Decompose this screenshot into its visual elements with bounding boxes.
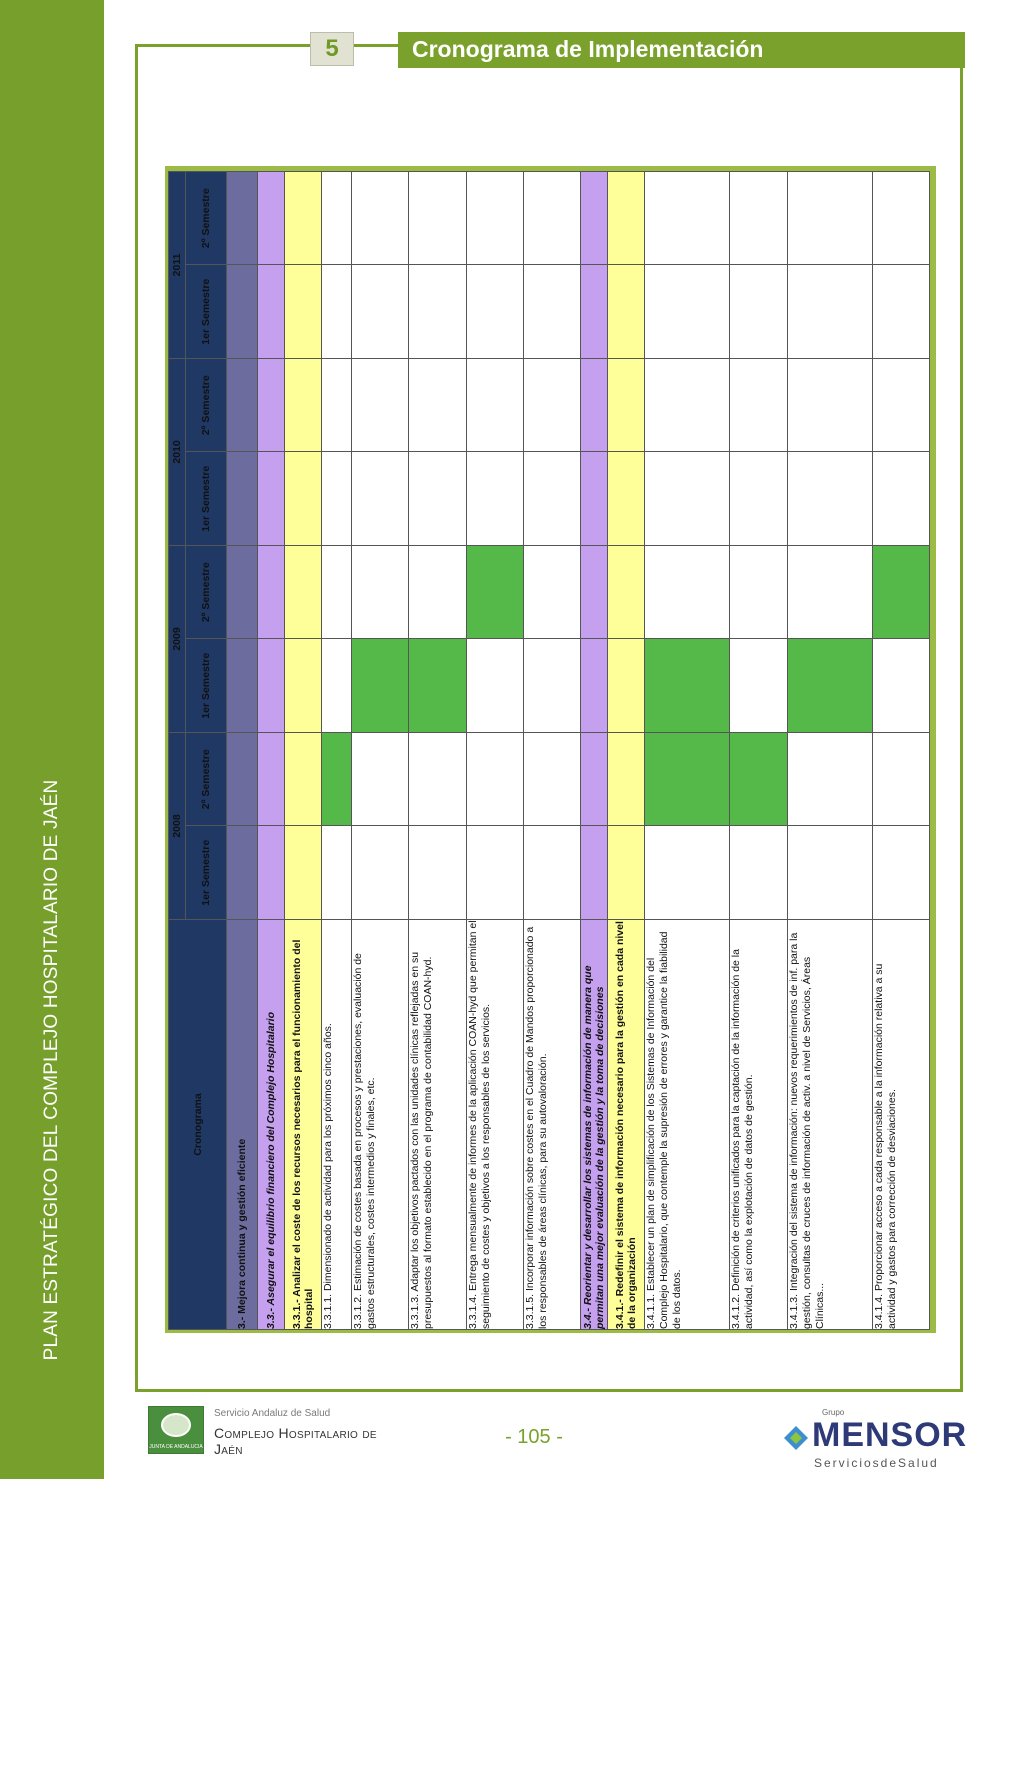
- schedule-cell: [322, 639, 352, 733]
- section-row: [227, 171, 258, 1329]
- schedule-cell: [322, 826, 352, 920]
- heading-fill-cell: [258, 452, 285, 546]
- junta-andalucia-emblem-icon: JUNTA DE ANDALUCIA: [148, 1406, 204, 1454]
- heading-fill-cell: [608, 826, 645, 920]
- section-row: [285, 171, 322, 1329]
- schedule-cell-active: [322, 732, 352, 826]
- sas-logo: [148, 1406, 388, 1458]
- schedule-cell: [730, 826, 787, 920]
- heading-fill-cell: [258, 826, 285, 920]
- heading-fill-cell: [285, 171, 322, 265]
- heading-fill-cell: [227, 826, 258, 920]
- heading-fill-cell: [227, 545, 258, 639]
- heading-fill-cell: [285, 358, 322, 452]
- table-row: [730, 171, 787, 1329]
- schedule-cell: [645, 265, 730, 359]
- schedule-cell: [645, 545, 730, 639]
- schedule-cell-active: [351, 639, 408, 733]
- heading-fill-cell: [581, 171, 608, 265]
- schedule-body: [227, 171, 930, 1329]
- heading-fill-cell: [581, 545, 608, 639]
- schedule-cell-active: [730, 732, 787, 826]
- schedule-cell: [466, 826, 523, 920]
- schedule-cell: [645, 171, 730, 265]
- header-semester: 1er Semestre: [186, 452, 227, 546]
- table-row: [351, 171, 408, 1329]
- goal-heading: 3.4.1.- Redefinir el sistema de información necesario para la gestión en cada nivel de la organización: [608, 920, 645, 1330]
- header-semester: 1er Semestre: [186, 265, 227, 359]
- header-year: 2008: [169, 732, 186, 919]
- heading-fill-cell: [581, 732, 608, 826]
- schedule-cell: [322, 545, 352, 639]
- activity-label: 3.3.1.3. Adaptar los objetivos pactados con las unidades clínicas reflejadas en su presupuestos al formato establecido en el programa de contabilidad COAN-hyd.: [409, 920, 466, 1330]
- schedule-cell: [466, 452, 523, 546]
- mensor-grupo: Grupo: [822, 1408, 845, 1417]
- header-semester: 2º Semestre: [186, 732, 227, 826]
- schedule-cell: [351, 826, 408, 920]
- schedule-cell: [351, 171, 408, 265]
- mensor-name: MENSOR: [812, 1416, 968, 1454]
- schedule-cell: [351, 452, 408, 546]
- schedule-cell: [872, 732, 929, 826]
- heading-fill-cell: [581, 452, 608, 546]
- heading-fill-cell: [608, 265, 645, 359]
- schedule-cell: [409, 732, 466, 826]
- objective-heading: 3.3.- Asegurar el equilibrio financiero del Complejo Hospitalario: [258, 920, 285, 1330]
- schedule-cell: [787, 265, 872, 359]
- table-row: [322, 171, 352, 1329]
- header-semester: 2º Semestre: [186, 171, 227, 265]
- mensor-mark-icon: [780, 1422, 812, 1454]
- schedule-cell: [787, 732, 872, 826]
- schedule-cell: [872, 826, 929, 920]
- heading-fill-cell: [608, 545, 645, 639]
- schedule-cell-active: [466, 545, 523, 639]
- header-year: 2011: [169, 171, 186, 358]
- schedule-cell: [730, 171, 787, 265]
- schedule-cell: [730, 639, 787, 733]
- schedule-cell: [872, 358, 929, 452]
- schedule-cell: [351, 265, 408, 359]
- schedule-cell: [409, 265, 466, 359]
- schedule-cell: [523, 545, 580, 639]
- header-cronograma: Cronograma: [169, 920, 227, 1330]
- section-title: Cronograma de Implementación: [398, 32, 965, 68]
- mensor-logo: [780, 1408, 968, 1470]
- schedule-cell: [322, 265, 352, 359]
- schedule-cell: [523, 826, 580, 920]
- header-semester: 2º Semestre: [186, 358, 227, 452]
- activity-label: 3.4.1.2. Definición de criterios unificados para la captación de la información de la actividad, así como la explotación de datos de gestión.: [730, 920, 787, 1330]
- heading-fill-cell: [258, 639, 285, 733]
- schedule-cell: [409, 171, 466, 265]
- activity-label: 3.4.1.4. Proporcionar acceso a cada responsable a la información relativa a su actividad y gastos para corrección de desviaciones.: [872, 920, 929, 1330]
- heading-fill-cell: [258, 265, 285, 359]
- heading-fill-cell: [227, 265, 258, 359]
- schedule-cell: [523, 358, 580, 452]
- activity-label: 3.3.1.2. Estimación de costes basada en procesos y prestaciones, evaluación de gastos estructurales, costes intermedios y finales, etc.: [351, 920, 408, 1330]
- activity-label: 3.4.1.3. Integración del sistema de información: nuevos requerimientos de inf. para la gestión, consultas de cruces de información de activ. a nivel de Servicios, Áreas Clínicas...: [787, 920, 872, 1330]
- heading-fill-cell: [227, 171, 258, 265]
- heading-fill-cell: [608, 452, 645, 546]
- schedule-cell-active: [645, 732, 730, 826]
- objective-heading: 3.4.- Reorientar y desarrollar los sistemas de información de manera que permitan una mejor evaluación de la gestión y la toma de decisiones: [581, 920, 608, 1330]
- schedule-cell: [409, 452, 466, 546]
- heading-fill-cell: [608, 358, 645, 452]
- schedule-cell: [787, 452, 872, 546]
- schedule-cell: [466, 171, 523, 265]
- schedule-cell: [730, 452, 787, 546]
- document-title: PLAN ESTRATÉGICO DEL COMPLEJO HOSPITALARIO DE JAÉN: [41, 779, 62, 1361]
- goal-heading: 3.3.1.- Analizar el coste de los recursos necesarios para el funcionamiento del hospital: [285, 920, 322, 1330]
- schedule-cell: [523, 265, 580, 359]
- heading-fill-cell: [285, 826, 322, 920]
- page-number: - 105 -: [505, 1426, 563, 1448]
- mensor-subtitle: ServiciosdeSalud: [814, 1456, 939, 1470]
- heading-fill-cell: [581, 358, 608, 452]
- heading-fill-cell: [285, 265, 322, 359]
- header-year: 2009: [169, 545, 186, 732]
- heading-fill-cell: [581, 265, 608, 359]
- schedule-cell: [351, 732, 408, 826]
- heading-fill-cell: [258, 358, 285, 452]
- table-row: [645, 171, 730, 1329]
- section-row: [258, 171, 285, 1329]
- schedule-cell: [466, 358, 523, 452]
- schedule-cell: [872, 452, 929, 546]
- table-row: [466, 171, 523, 1329]
- heading-fill-cell: [285, 639, 322, 733]
- section-number: 5: [310, 32, 354, 66]
- schedule-cell-active: [409, 639, 466, 733]
- schedule-cell: [645, 358, 730, 452]
- activity-label: 3.4.1.1. Establecer un plan de simplificación de los Sistemas de Información del Complejo Hospitalario, que contemple la supresión de errores y garantice la fiabilidad de los datos.: [645, 920, 730, 1330]
- schedule-cell: [409, 826, 466, 920]
- schedule-cell: [872, 265, 929, 359]
- activity-label: 3.3.1.5. Incorporar información sobre costes en el Cuadro de Mandos proporcionado a los responsables de áreas clínicas, para su autovaloración.: [523, 920, 580, 1330]
- schedule-table: [168, 171, 930, 1330]
- schedule-cell: [466, 732, 523, 826]
- heading-fill-cell: [581, 826, 608, 920]
- schedule-cell: [730, 545, 787, 639]
- schedule-cell: [466, 265, 523, 359]
- line-heading: 3.- Mejora continua y gestión eficiente: [227, 920, 258, 1330]
- header-semester: 1er Semestre: [186, 826, 227, 920]
- header-semester: 2º Semestre: [186, 545, 227, 639]
- schedule-cell: [787, 171, 872, 265]
- schedule-cell: [322, 358, 352, 452]
- schedule-cell: [645, 452, 730, 546]
- heading-fill-cell: [258, 732, 285, 826]
- heading-fill-cell: [227, 452, 258, 546]
- header-year: 2010: [169, 358, 186, 545]
- heading-fill-cell: [285, 545, 322, 639]
- heading-fill-cell: [608, 732, 645, 826]
- schedule-cell-active: [787, 639, 872, 733]
- schedule-cell: [872, 639, 929, 733]
- section-row: [608, 171, 645, 1329]
- heading-fill-cell: [608, 639, 645, 733]
- section-row: [581, 171, 608, 1329]
- heading-fill-cell: [285, 452, 322, 546]
- heading-fill-cell: [227, 358, 258, 452]
- heading-fill-cell: [258, 545, 285, 639]
- schedule-cell: [872, 171, 929, 265]
- schedule-cell: [645, 826, 730, 920]
- heading-fill-cell: [285, 732, 322, 826]
- hospital-name: Complejo Hospitalario de Jaén: [214, 1425, 377, 1457]
- schedule-cell: [322, 452, 352, 546]
- schedule-cell: [523, 639, 580, 733]
- heading-fill-cell: [581, 639, 608, 733]
- schedule-cell: [730, 265, 787, 359]
- schedule-cell: [787, 545, 872, 639]
- schedule-cell: [351, 545, 408, 639]
- schedule-cell-active: [645, 639, 730, 733]
- activity-label: 3.3.1.4. Entrega mensualmente de informes de la aplicación COAN-hyd que permitan el seguimiento de costes y objetivos a los responsables de los servicios.: [466, 920, 523, 1330]
- schedule-cell: [787, 826, 872, 920]
- schedule-cell-active: [872, 545, 929, 639]
- activity-label: 3.3.1.1. Dimensionado de actividad para los próximos cinco años.: [322, 920, 352, 1330]
- schedule-cell: [322, 171, 352, 265]
- schedule-cell: [730, 358, 787, 452]
- sas-name: Servicio Andaluz de Salud: [214, 1408, 331, 1419]
- sidebar: [0, 0, 104, 1479]
- table-row: [787, 171, 872, 1329]
- schedule-cell: [787, 358, 872, 452]
- schedule-cell: [409, 545, 466, 639]
- schedule-cell: [351, 358, 408, 452]
- schedule-cell: [523, 452, 580, 546]
- schedule-cell: [466, 639, 523, 733]
- header-semester: 1er Semestre: [186, 639, 227, 733]
- heading-fill-cell: [258, 171, 285, 265]
- table-row: [523, 171, 580, 1329]
- schedule-cell: [409, 358, 466, 452]
- table-row: [409, 171, 466, 1329]
- schedule-cell: [523, 732, 580, 826]
- schedule-table-container: [168, 172, 930, 1330]
- heading-fill-cell: [227, 732, 258, 826]
- heading-fill-cell: [608, 171, 645, 265]
- table-row: [872, 171, 929, 1329]
- heading-fill-cell: [227, 639, 258, 733]
- schedule-cell: [523, 171, 580, 265]
